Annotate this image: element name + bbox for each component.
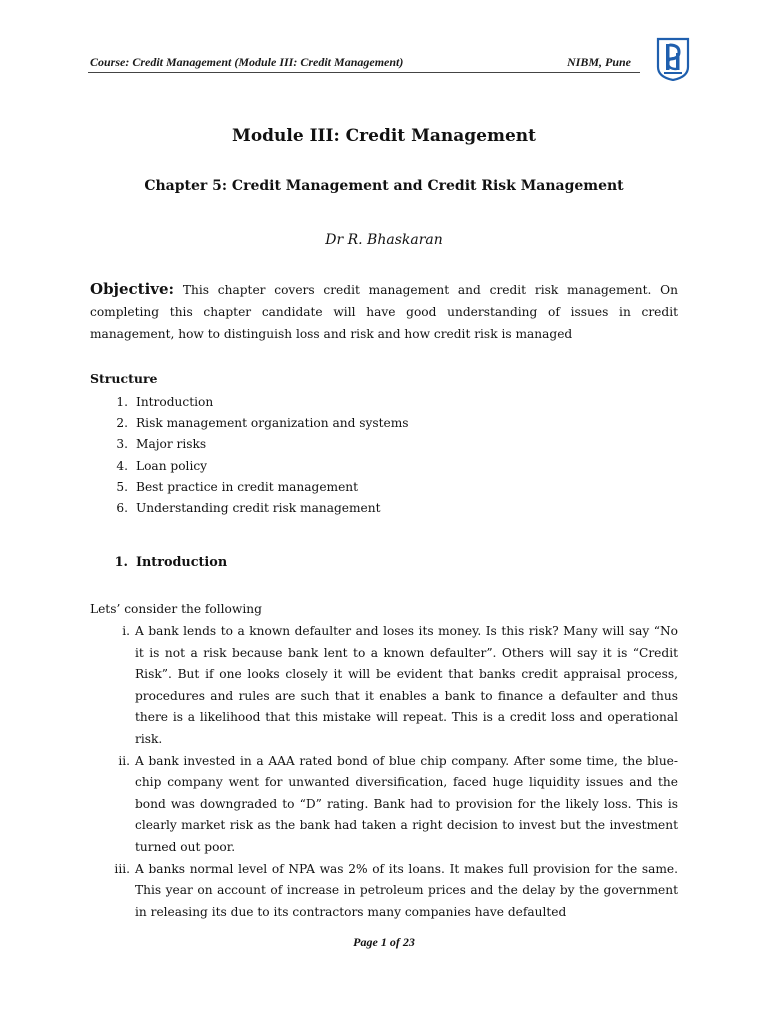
structure-item-number: 4.: [116, 458, 128, 473]
objective-paragraph: [90, 278, 678, 345]
structure-item-number: 1.: [116, 395, 128, 409]
header-institution: NIBM, Pune: [566, 55, 631, 69]
section-title: Introduction: [136, 555, 228, 570]
chapter-title: Chapter 5: Credit Management and Credit Risk Management: [144, 178, 624, 194]
structure-item-number: 2.: [116, 416, 128, 431]
structure-item-text: Loan policy: [136, 458, 208, 473]
section-lead-text: Lets’ consider the following: [90, 602, 262, 616]
section-heading: [110, 555, 227, 570]
author-name: Dr R. Bhaskaran: [325, 232, 443, 248]
list-item: [100, 751, 678, 859]
structure-item-text: Major risks: [136, 437, 207, 452]
structure-item: [110, 413, 650, 434]
list-item-text: A bank lends to a known defaulter and loses its money. Is this risk? Many will say “No it is not a risk because bank lent to a known defaulter”. Others will say it is “Credit Risk”. But if one looks closely it will be evident that banks credit appraisal process, procedures and rules are such that it enables a bank to finance a defaulter and thus there is a likelihood that this mistake will repeat. This is a credit loss and operational risk.: [135, 624, 678, 746]
structure-item-number: 6.: [116, 500, 128, 515]
objective-label: Objective:: [90, 280, 175, 298]
list-item: [100, 621, 678, 751]
roman-list: [100, 621, 678, 923]
structure-item-text: Best practice in credit management: [136, 479, 359, 494]
module-title: Module III: Credit Management: [232, 126, 536, 146]
list-item: [100, 859, 678, 924]
header-rule: [88, 72, 640, 73]
structure-item-number: 5.: [116, 479, 128, 494]
nibm-logo-icon: [656, 37, 690, 81]
structure-item: [110, 456, 650, 477]
list-item-number: iii.: [114, 861, 130, 876]
structure-item: [110, 498, 650, 519]
header-course: Course: Credit Management (Module III: Credit Management): [90, 55, 404, 69]
structure-item-text: Risk management organization and systems: [136, 416, 409, 431]
list-item-text: A bank invested in a AAA rated bond of blue chip company. After some time, the blue-chip company went for unwanted diversification, faced huge liquidity issues and the bond was downgraded to “D” rating. Bank had to provision for the likely loss. This is clearly market risk as the bank had taken a right decision to invest but the investment turned out poor.: [135, 753, 678, 854]
list-item-number: i.: [122, 624, 130, 638]
list-item-text: A banks normal level of NPA was 2% of its loans. It makes full provision for the same. This year on account of increase in petroleum prices and the delay by the government in releasing its due to its contractors many companies have defaulted: [135, 861, 678, 919]
structure-item: [110, 392, 650, 413]
structure-item-number: 3.: [116, 437, 128, 452]
objective-text: This chapter covers credit management and credit risk management. On completing this chapter candidate will have good understanding of issues in credit management, how to distinguish loss and risk and how credit risk is managed: [90, 283, 678, 341]
page-header: [88, 54, 633, 72]
structure-item: [110, 477, 650, 498]
structure-list: [110, 392, 650, 519]
structure-item-text: Introduction: [136, 395, 214, 409]
structure-heading: Structure: [90, 371, 158, 386]
structure-item-text: Understanding credit risk management: [136, 500, 381, 515]
structure-item: [110, 434, 650, 455]
section-number: 1.: [114, 555, 128, 570]
page-footer: Page 1 of 23: [353, 935, 415, 949]
list-item-number: ii.: [118, 753, 130, 768]
